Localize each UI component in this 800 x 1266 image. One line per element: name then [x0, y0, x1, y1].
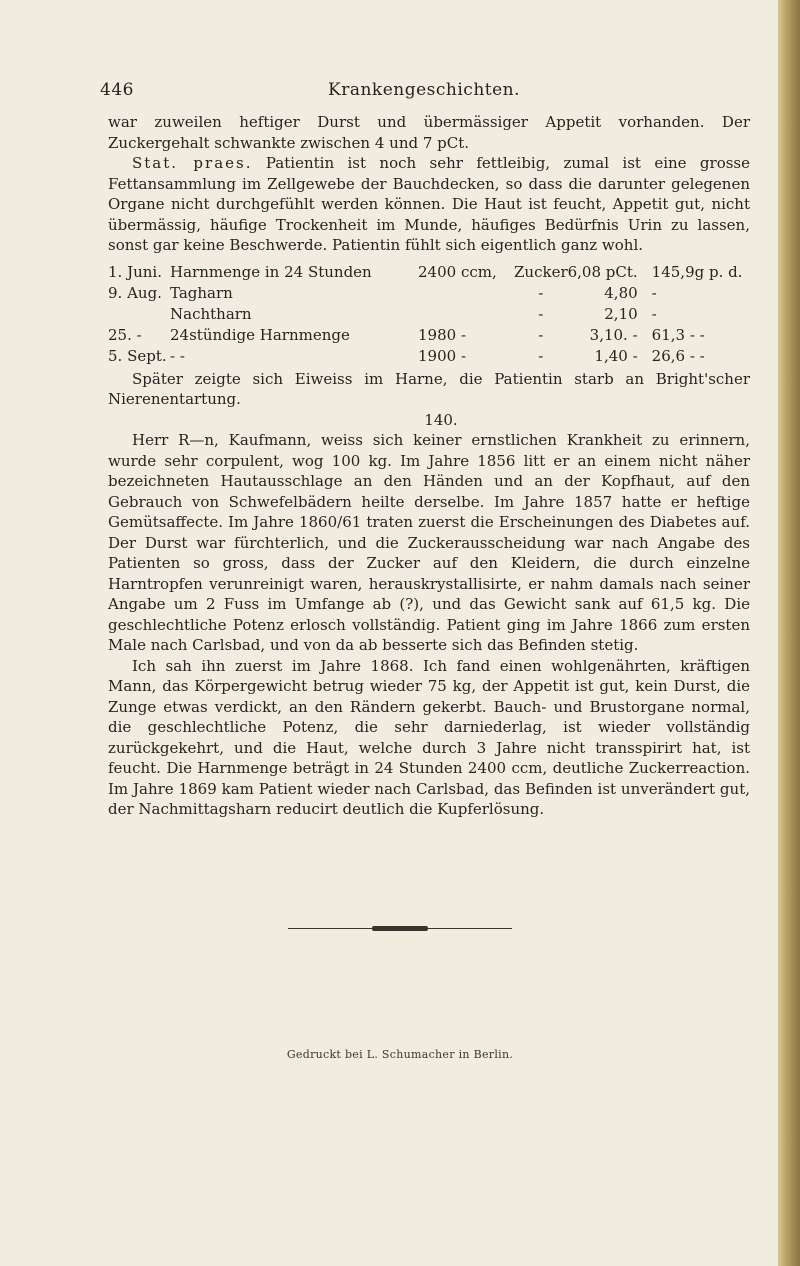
measure-date: 1. Juni.	[108, 262, 162, 281]
measure-sugar: 4,80	[604, 283, 638, 302]
table-row	[108, 283, 750, 304]
measure-daily: 145,9g p. d.	[651, 262, 743, 281]
measure-volume: 2400 ccm,	[418, 262, 497, 281]
measure-desc: Tagharn	[170, 283, 233, 302]
measure-volume	[418, 304, 514, 325]
body-text	[108, 112, 750, 820]
measure-desc: - -	[170, 346, 185, 365]
table-row	[108, 325, 750, 346]
measure-date: 9. Aug.	[108, 283, 162, 302]
page-edge	[778, 0, 800, 1266]
status-text: Patientin ist noch sehr fettleibig, zumal ist eine grosse Fettansammlung im Zellgewebe der Bauchdecken, so dass die darunter gelegenen Organe nicht durchgefühlt werden können. Die Haut ist feucht, Appetit gut, nicht übermässig, häufige Trockenheit im Munde, häufiges Bedürfnis Urin zu lassen, sonst gar keine Beschwerde. Patientin fühlt sich eigentlich ganz wohl.	[108, 154, 750, 254]
measure-sugar: 3,10. -	[589, 325, 638, 344]
printer-imprint: Gedruckt bei L. Schumacher in Berlin.	[286, 1048, 514, 1061]
page-number: 446	[100, 80, 134, 100]
table-row	[108, 262, 750, 283]
measure-sugar: 1,40 -	[594, 346, 638, 365]
measure-daily: -	[651, 283, 657, 302]
measure-desc: Nachtharn	[170, 304, 252, 323]
measure-sep: -	[538, 346, 544, 365]
measure-sugar-label: Zucker	[514, 262, 568, 281]
case-history-paragraph: Herr R—n, Kaufmann, weiss sich keiner ernstlichen Krankheit zu erinnern, wurde sehr corpulent, wog 100 kg. Im Jahre 1856 litt er an einem nicht näher bezeichneten Hautausschlage an den Händen und an der Kopfhaut, auf den Gebrauch von Schwefelbädern heilte derselbe. Im Jahre 1857 hatte er heftige Gemütsaffecte. Im Jahre 1860/61 traten zuerst die Erscheinungen des Diabetes auf. Der Durst war fürchterlich, und die Zuckerausscheidung war nach Angabe des Patienten so gross, dass der Zucker auf den Kleidern, die durch einzelne Harntropfen verunreinigt waren, herauskrystallisirte, er nahm damals nach seiner Angabe um 2 Fuss im Umfange ab (?), und das Gewicht sank auf 61,5 kg. Die geschlechtliche Potenz erlosch vollständig. Patient ging im Jahre 1866 zum ersten Male nach Carlsbad, und von da ab besserte sich das Befinden stetig.	[108, 431, 750, 654]
measure-daily: -	[651, 304, 657, 323]
measure-volume: 1900 -	[418, 346, 467, 365]
measure-volume	[418, 283, 514, 304]
measure-desc: Harnmenge in 24 Stunden	[170, 262, 372, 281]
end-rule-ornament	[372, 926, 428, 931]
status-paragraph	[108, 153, 750, 256]
table-row	[108, 304, 750, 325]
measure-date: 5. Sept.	[108, 346, 167, 365]
running-title: Krankengeschichten.	[328, 80, 521, 100]
measure-sep: -	[538, 304, 544, 323]
measure-sep: -	[538, 325, 544, 344]
measure-date	[108, 304, 170, 325]
stat-praes-label: Stat. praes.	[132, 154, 253, 172]
measure-sugar: 2,10	[604, 304, 638, 323]
case-findings-paragraph: Ich sah ihn zuerst im Jahre 1868. Ich fand einen wohlgenährten, kräftigen Mann, das Körpergewicht betrug wieder 75 kg, der Appetit ist gut, kein Durst, die Zunge etwas verdickt, an den Rändern gekerbt. Bauch- und Brustorgane normal, die geschlechtliche Potenz, die sehr darniederlag, ist wieder vollständig zurückgekehrt, und die Haut, welche durch 3 Jahre nicht transspirirt hat, ist feucht. Die Harnmenge beträgt in 24 Stunden 2400 ccm, deutliche Zuckerreaction. Im Jahre 1869 kam Patient wieder nach Carlsbad, das Befinden ist unverändert gut, der Nachmittagsharn reducirt deutlich die Kupferlösung.	[108, 656, 750, 818]
measurement-table	[108, 262, 750, 367]
measure-sep: -	[538, 283, 544, 302]
measure-daily: 61,3 - -	[651, 325, 705, 344]
measure-date: 25. -	[108, 325, 142, 344]
intro-paragraph: war zuweilen heftiger Durst und übermässiger Appetit vorhanden. Der Zuckergehalt schwankte zwischen 4 und 7 pCt.	[108, 113, 750, 152]
measure-daily: 26,6 - -	[651, 346, 705, 365]
measure-desc: 24stündige Harnmenge	[170, 325, 350, 344]
table-row	[108, 346, 750, 367]
outcome-paragraph: Später zeigte sich Eiweiss im Harne, die Patientin starb an Bright'scher Nierenentartung.	[108, 369, 750, 408]
case-number: 140.	[424, 410, 458, 429]
measure-volume: 1980 -	[418, 325, 467, 344]
measure-sugar: 6,08 pCt.	[567, 262, 638, 281]
